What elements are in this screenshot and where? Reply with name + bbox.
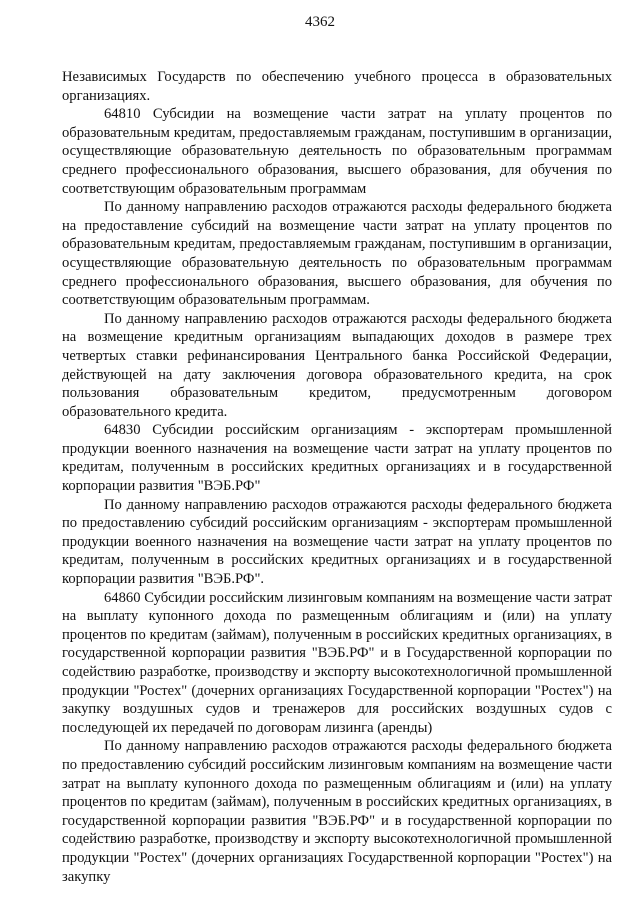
paragraph-continuation: Независимых Государств по обеспечению учебного процесса в образовательных организациях. (62, 69, 612, 104)
paragraph-64860-description: По данному направлению расходов отражаются расходы федерального бюджета по предоставлению субсидий российским лизинговым компаниям на возмещение части затрат на выплату купонного дохода по размещенным облигациям и (или) на уплату процентов по кредитам (займам), полученным в российских кредитных организациях, в государственной корпорации развития "ВЭБ.РФ" и в государственной корпорации по содействию разработке, производству и экспорту высокотехнологичной промышленной продукции "Ростех" (дочерних организациях Государственной корпорации "Ростех") на закупку (62, 738, 612, 885)
paragraph-64810-reimbursement: По данному направлению расходов отражаются расходы федерального бюджета на возмещение кредитным организациям выпадающих доходов в размере трех четвертых ставки рефинансирования Центрального банка Российской Федерации, действующей на дату заключения договора образовательного кредита, на срок пользования образовательным кредитом, предусмотренным договором образовательного кредита. (62, 310, 612, 420)
paragraph-64860-heading: 64860 Субсидии российским лизинговым компаниям на возмещение части затрат на выплату купонного дохода по размещенным облигациям и (или) на уплату процентов по кредитам (займам), полученным в российских кредитных организациях, в государственной корпорации развития "ВЭБ.РФ" и в Государственной корпорации по содействию разработке, производству и экспорту высокотехнологичной промышленной продукции "Ростех" (дочерних организациях Государственной корпорации "Ростех") на закупку воздушных судов и тренажеров для российских воздушных судов с последующей их передачей по договорам лизинга (аренды) (62, 589, 612, 736)
page-number: 4362 (305, 14, 335, 30)
paragraph-64810-heading: 64810 Субсидии на возмещение части затрат на уплату процентов по образовательным кредитам, предоставляемым гражданам, поступившим в организации, осуществляющие образовательную деятельность по образовательным программам среднего профессионального образования, высшего образования, для обучения по соответствующим образовательным программам (62, 106, 612, 197)
paragraph-64830-heading: 64830 Субсидии российским организациям - экспортерам промышленной продукции военного назначения на возмещение части затрат на уплату процентов по кредитам, полученным в российских кредитных организациях и в государственной корпорации развития "ВЭБ.РФ" (62, 422, 612, 495)
paragraph-64810-description: По данному направлению расходов отражаются расходы федерального бюджета на предоставление субсидий на возмещение части затрат на уплату процентов по образовательным кредитам, предоставляемым гражданам, поступившим в организации, осуществляющие образовательную деятельность по образовательным программам среднего профессионального образования, высшего образования, для обучения по соответствующим образовательным программам. (62, 199, 612, 309)
paragraph-64830-description: По данному направлению расходов отражаются расходы федерального бюджета по предоставлению субсидий российским организациям - экспортерам промышленной продукции военного назначения на возмещение части затрат на уплату процентов по кредитам, полученным в российских кредитных организациях и в государственной корпорации развития "ВЭБ.РФ". (62, 496, 612, 588)
document-body (62, 68, 612, 886)
